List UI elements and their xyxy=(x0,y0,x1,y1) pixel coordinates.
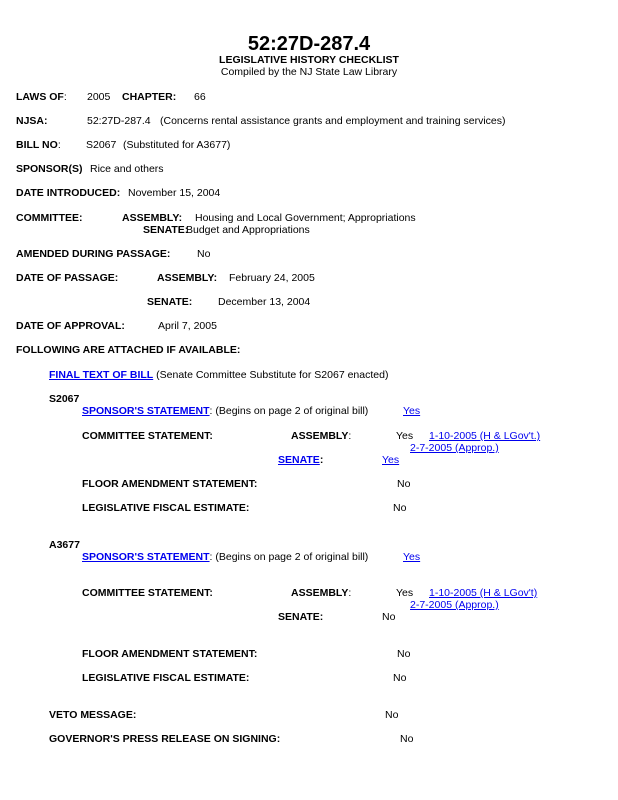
njsa-label: NJSA: xyxy=(16,115,48,127)
s2067-floor-label: FLOOR AMENDMENT STATEMENT: xyxy=(82,478,258,490)
laws-of-label: LAWS OF: xyxy=(16,91,67,103)
passage-assembly-value: February 24, 2005 xyxy=(229,272,315,284)
amended-value: No xyxy=(197,248,211,260)
s2067-fiscal-value: No xyxy=(393,502,407,514)
a3677-sponsor-statement-link[interactable]: SPONSOR'S STATEMENT xyxy=(82,551,210,563)
committee-assembly-label: ASSEMBLY: xyxy=(122,212,183,224)
a3677-fiscal-value: No xyxy=(393,672,407,684)
final-text-note: (Senate Committee Substitute for S2067 enacted) xyxy=(156,369,389,381)
committee-senate-label: SENATE: xyxy=(143,224,189,236)
s2067-senate-yes-link[interactable]: Yes xyxy=(382,454,400,466)
njsa-value: 52:27D-287.4 xyxy=(87,115,151,127)
a3677-assembly-link-2[interactable]: 2-7-2005 (Approp.) xyxy=(410,599,499,611)
passage-assembly-label: ASSEMBLY: xyxy=(157,272,218,284)
final-text-row xyxy=(49,369,388,381)
s2067-floor-value: No xyxy=(397,478,411,490)
s2067-senate-link[interactable]: SENATE xyxy=(278,454,320,466)
s2067-assembly-value: Yes xyxy=(396,430,414,442)
veto-label: VETO MESSAGE: xyxy=(49,709,137,721)
a3677-sponsor-statement-yes-link[interactable]: Yes xyxy=(403,551,421,563)
sponsors-value: Rice and others xyxy=(90,163,164,175)
committee-senate-value: Budget and Appropriations xyxy=(186,224,310,236)
a3677-label: A3677 xyxy=(49,539,80,551)
njsa-description: (Concerns rental assistance grants and employment and training services) xyxy=(160,115,506,127)
attached-heading: FOLLOWING ARE ATTACHED IF AVAILABLE: xyxy=(16,344,241,356)
date-introduced-label: DATE INTRODUCED: xyxy=(16,187,121,199)
s2067-label: S2067 xyxy=(49,393,80,405)
committee-assembly-value: Housing and Local Government; Appropriations xyxy=(195,212,416,224)
s2067-assembly-link-1[interactable]: 1-10-2005 (H & LGov't.) xyxy=(429,430,541,442)
page-subtitle: LEGISLATIVE HISTORY CHECKLIST xyxy=(219,54,399,66)
s2067-committee-statement-label: COMMITTEE STATEMENT: xyxy=(82,430,213,442)
amended-label: AMENDED DURING PASSAGE: xyxy=(16,248,171,260)
a3677-assembly-value: Yes xyxy=(396,587,414,599)
governor-label: GOVERNOR'S PRESS RELEASE ON SIGNING: xyxy=(49,733,281,745)
date-of-approval-label: DATE OF APPROVAL: xyxy=(16,320,125,332)
passage-senate-value: December 13, 2004 xyxy=(218,296,311,308)
a3677-assembly-label: ASSEMBLY: xyxy=(291,587,352,599)
passage-senate-label: SENATE: xyxy=(147,296,193,308)
governor-value: No xyxy=(400,733,414,745)
date-introduced-value: November 15, 2004 xyxy=(128,187,221,199)
committee-label: COMMITTEE: xyxy=(16,212,83,224)
bill-no-value: S2067 xyxy=(86,139,117,151)
compiled-by: Compiled by the NJ State Law Library xyxy=(220,66,398,78)
s2067-fiscal-label: LEGISLATIVE FISCAL ESTIMATE: xyxy=(82,502,250,514)
final-text-link[interactable]: FINAL TEXT OF BILL xyxy=(49,369,154,381)
s2067-senate: SENATE: xyxy=(278,454,324,466)
date-of-passage-label: DATE OF PASSAGE: xyxy=(16,272,119,284)
a3677-assembly-link-1[interactable]: 1-10-2005 (H & LGov't) xyxy=(429,587,538,599)
sponsors-label: SPONSOR(S) xyxy=(16,163,83,175)
s2067-sponsor-statement: SPONSOR'S STATEMENT: (Begins on page 2 of original bill) xyxy=(82,405,369,417)
date-of-approval-value: April 7, 2005 xyxy=(158,320,217,332)
veto-value: No xyxy=(385,709,399,721)
page-title: 52:27D-287.4 xyxy=(247,33,371,55)
a3677-senate-value: No xyxy=(382,611,396,623)
s2067-sponsor-statement-link[interactable]: SPONSOR'S STATEMENT xyxy=(82,405,210,417)
a3677-fiscal-label: LEGISLATIVE FISCAL ESTIMATE: xyxy=(82,672,250,684)
a3677-sponsor-statement: SPONSOR'S STATEMENT: (Begins on page 2 of original bill) xyxy=(82,551,369,563)
s2067-sponsor-statement-yes-link[interactable]: Yes xyxy=(403,405,421,417)
laws-of-year: 2005 xyxy=(87,91,111,103)
chapter-value: 66 xyxy=(194,91,206,103)
s2067-assembly-link-2[interactable]: 2-7-2005 (Approp.) xyxy=(410,442,499,454)
a3677-committee-statement-label: COMMITTEE STATEMENT: xyxy=(82,587,213,599)
a3677-floor-value: No xyxy=(397,648,411,660)
a3677-senate-label: SENATE: xyxy=(278,611,324,623)
bill-no-label: BILL NO: xyxy=(16,139,61,151)
s2067-assembly-label: ASSEMBLY: xyxy=(291,430,352,442)
chapter-label: CHAPTER: xyxy=(122,91,177,103)
a3677-floor-label: FLOOR AMENDMENT STATEMENT: xyxy=(82,648,258,660)
bill-no-note: (Substituted for A3677) xyxy=(123,139,231,151)
